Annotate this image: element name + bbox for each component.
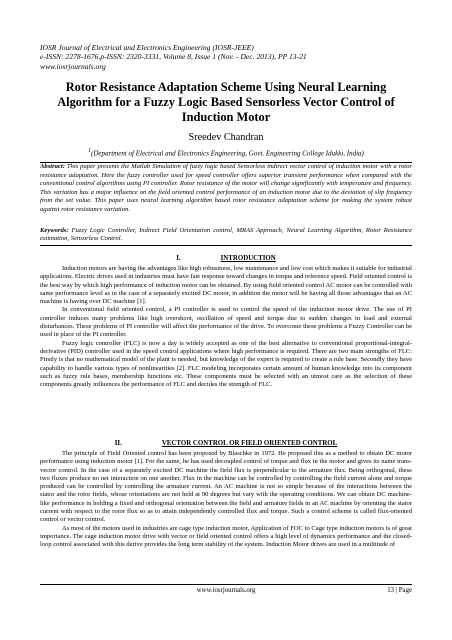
paragraph: As most of the motors used in industries are cage type induction motor, Application of FOC to Cage type induction motors is of great importance. The cage induction motor drive with vector or field oriented control offers a high level of dynamics performance and the closed-loop control associated with this derive provides the long term stability of the system. Induction Motor drives are used in a multitude of — [40, 524, 412, 549]
paper-title: Rotor Resistance Adaptation Scheme Using Neural Learning Algorithm for a Fuzzy Logic Based Sensorless Vector Control of Induction Motor — [57, 80, 395, 124]
author-name: Sreedev Chandran — [188, 132, 264, 143]
paragraph: The principle of Field Oriented control has been proposed by Blaschke in 1972. He proposed this as a method to obtain DC motor performance using induction motor [1]. For the same, he has used decoupled control of torque and flux in the motor and gives its name trans-vector control. In the case of a separately excited DC machine the field flux is perpendicular to the armature flux. Being orthogonal, these two fluxes produce no net interaction on one another. Flux in the machine can be controlled by controlling the field current alone and torque produced can be controlled by controlling the armature current. An AC machine is not so simple because of the interactions between the stator and the rotor fields, whose orientations are not held at 90 degrees but vary with the operating conditions. We can obtain DC machine-like performance in holding a fixed and orthogonal orientation between the field and armature fields in an AC machine by orienting the stator current with respect to the rotor flux so as to attain independently controlled flux and torque. Such a control scheme is called flux-oriented control or vector control. — [40, 450, 412, 524]
journal-issn: e-ISSN: 2278-1676,p-ISSN: 2320-3331, Volume 8, Issue 1 (Nov. - Dec. 2013), PP 13-21 — [40, 52, 307, 62]
affiliation-mark: 1 — [88, 148, 92, 154]
abstract-text: This paper presents the Matlab Simulation of fuzzy logic based Sensorless indirect vector control of induction motor with a rotor resistance adaptation. Here the fuzzy controller used for speed controller offers superior transient performance when compared with the conventional control algorithms using PI controller. Rotor resistance of the motor will change significantly with temperature and frequency. This variation has a major influence on the field oriented control performance of an induction motor due to the deviation of slip frequency from the set value. This paper uses neural learning algorithm based rotor resistance adaptation scheme for making the system robust against rotor resistance variation. — [40, 163, 412, 213]
abstract — [40, 163, 412, 215]
affiliation-text: (Department of Electrical and Electronics Engineering, Govt. Engineering College Idukki, India) — [91, 149, 364, 158]
section-2-body — [40, 450, 412, 550]
journal-header — [40, 43, 420, 71]
paragraph: Induction motors are having the advantages like high robustness, low maintenance and low cost which makes it suitable for industrial applications. Electric drives used in industries must have fast response toward changes in torque and reference speed. Field oriented control is the best way by which high performance of induction motor can be obtained. By using field oriented control AC motor can be controlled with same performance level as in the case of a separately excited DC motor, in addition the motor will be having all those advantages that an AC machine is having over DC machine [1]. — [40, 265, 412, 306]
section-1-heading — [40, 255, 412, 263]
footer-site-link[interactable]: www.iosrjournals.org — [196, 587, 256, 594]
abstract-label: Abstract: — [40, 163, 65, 170]
page-number: 13 | Page — [387, 587, 412, 594]
section-1-body — [40, 265, 412, 389]
footer-rule — [40, 584, 412, 585]
keywords-text: Fuzzy Logic Controller, Indirect Field Orientation control, MRAS Approach, Neural Learning Algorithm, Rotor Resistance estimation, Sensorless Control. — [40, 227, 412, 243]
section-1-title: INTRODUCTION — [220, 255, 276, 262]
journal-url[interactable]: www.iosrjournals.org — [40, 61, 106, 71]
section-2-title: VECTOR CONTROL OR FIELD ORIENTED CONTROL — [161, 440, 338, 447]
journal-name: IOSR Journal of Electrical and Electronics Engineering (IOSR-JEEE) — [40, 43, 254, 52]
paragraph: Fuzzy logic controller (FLC) is now a day is widely accepted as one of the best alternative to conventional proportional-integral-derivative (PID) controller used in the speed control applications where high performance is required. There are two main strengths of FLC: Firstly is that no mathematical model of the plant is needed, but knowledge of the expert is required to create a rule base. Secondly they have capability to handle various types of nonlinearities [2]. FLC modeling incorporates certain amount of human knowledge into its component such as fuzzy rule bases, membership functions etc. These components must be selected with an utmost care as the selection of these components greatly influences the performance of FLC and decides the strength of FLC. — [40, 339, 412, 389]
author-affiliation — [40, 147, 412, 158]
paragraph: In conventional field oriented control, a PI controller is used to control the speed of the induction motor drive. The use of PI controller induces many problems like high overshoot, oscillation of speed and torque due to sudden changes in load and external disturbances. These problems of PI controller will affect the performance of the drive. To overcome these problems a Fuzzy Controller can be used in place of the PI controller. — [40, 306, 412, 339]
keywords — [40, 227, 412, 244]
keywords-label: Keywords: — [40, 227, 69, 234]
section-2-heading — [40, 440, 412, 448]
section-1-number: I. — [176, 255, 181, 262]
section-2-number: II. — [114, 440, 122, 447]
